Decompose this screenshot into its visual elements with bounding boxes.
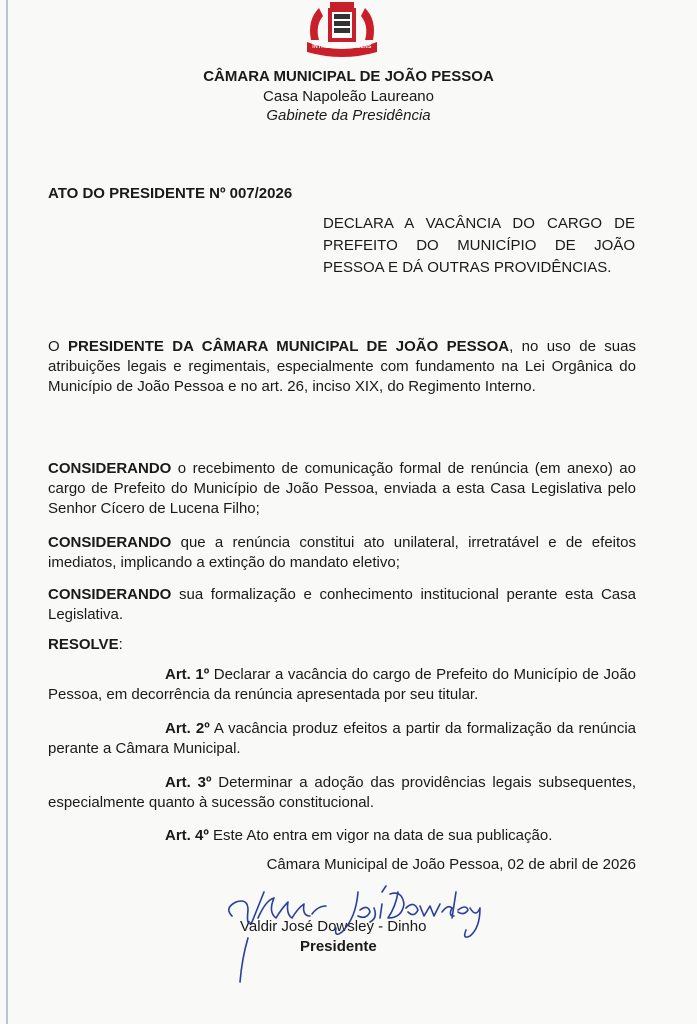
handwritten-signature	[218, 878, 488, 988]
article-4: Art. 4º Este Ato entra em vigor na data de sua publicação.	[165, 827, 553, 844]
intro-bold: PRESIDENTE DA CÂMARA MUNICIPAL DE JOÃO PESSOA	[68, 338, 510, 355]
article-1: Art. 1º Declarar a vacância do cargo de Prefeito do Município de João Pessoa, em decorrência da renúncia apresentada por seu titular.	[48, 666, 637, 703]
article-2: Art. 2º A vacância produz efeitos a partir da formalização da renúncia perante a Câmara Municipal.	[48, 720, 636, 757]
seal-motto: INTREPIDA & DECENS	[312, 44, 372, 50]
page-edge-rule	[6, 0, 8, 1024]
resolve-heading: RESOLVE:	[48, 636, 123, 653]
considerando-1: CONSIDERANDO o recebimento de comunicação formal de renúncia (em anexo) ao cargo de Prefeito do Município de João Pessoa, enviada a esta Casa Legislativa pelo Senhor Cícero de Lucena Filho;	[48, 460, 636, 517]
signatory-role: Presidente	[300, 938, 377, 955]
office-name: Gabinete da Presidência	[266, 107, 431, 124]
place-date: Câmara Municipal de João Pessoa, 02 de abril de 2026	[266, 856, 636, 873]
act-title: ATO DO PRESIDENTE Nº 007/2026	[48, 185, 293, 202]
signatory-name: Valdir José Dowsley - Dinho	[240, 918, 427, 935]
coat-of-arms-icon	[301, 0, 383, 60]
considerando-2: CONSIDERANDO que a renúncia constitui ato unilateral, irretratável e de efeitos imediatos, implicando a extinção do mandato eletivo;	[48, 534, 636, 571]
institution-name: CÂMARA MUNICIPAL DE JOÃO PESSOA	[203, 68, 494, 85]
house-name: Casa Napoleão Laureano	[263, 88, 434, 105]
considerando-3: CONSIDERANDO sua formalização e conhecimento institucional perante esta Casa Legislativa.	[48, 586, 636, 623]
act-ementa: DECLARA A VACÂNCIA DO CARGO DE PREFEITO DO MUNICÍPIO DE JOÃO PESSOA E DÁ OUTRAS PROVIDÊNCIAS.	[323, 215, 635, 276]
intro-paragraph: O PRESIDENTE DA CÂMARA MUNICIPAL DE JOÃO PESSOA, no uso de suas atribuições legais e regimentais, especialmente com fundamento na Lei Orgânica do Município de João Pessoa e no art. 26, inciso XIX, do Regimento Interno.	[48, 338, 636, 395]
article-3: Art. 3º Determinar a adoção das providências legais subsequentes, especialmente quanto à sucessão constitucional.	[48, 774, 637, 811]
